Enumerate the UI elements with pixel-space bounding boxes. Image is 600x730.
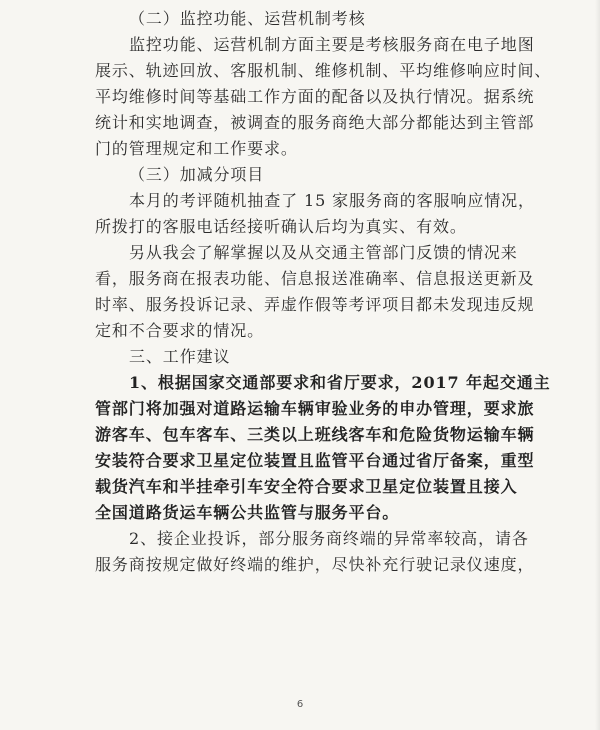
paragraph-line: 载货汽车和半挂牵引车安全符合要求卫星定位装置且接入 — [95, 477, 518, 496]
paragraph-line: 服务商按规定做好终端的维护，尽快补充行驶记录仪速度， — [95, 555, 535, 574]
page-edge-shadow — [595, 0, 600, 730]
paragraph-line: 平均维修时间等基础工作方面的配备以及执行情况。据系统 — [95, 87, 535, 106]
suggestion-1-bold-paragraph — [95, 370, 551, 526]
paragraph-line: 1、根据国家交通部要求和省厅要求，2017 年起交通主 — [129, 373, 551, 392]
paragraph-line: 安装符合要求卫星定位装置且监管平台通过省厅备案，重型 — [95, 451, 535, 470]
paragraph-monitoring-functions — [95, 32, 552, 162]
paragraph-line: 定和不合要求的情况。 — [95, 321, 265, 340]
paragraph-line: 所拨打的客服电话经接听确认后均为真实、有效。 — [95, 217, 467, 236]
section-3-heading: （三）加减分项目 — [129, 165, 265, 184]
paragraph-line: 看，服务商在报表功能、信息报送准确率、信息报送更新及 — [95, 269, 535, 288]
paragraph-line: 另从我会了解掌握以及从交通主管部门反馈的情况来 — [129, 243, 518, 262]
paragraph-line: 本月的考评随机抽查了 15 家服务商的客服响应情况， — [129, 191, 535, 210]
paragraph-line: 监控功能、运营机制方面主要是考核服务商在电子地图 — [129, 35, 535, 54]
paragraph-line: 游客车、包车客车、三类以上班线客车和危险货物运输车辆 — [95, 425, 535, 444]
paragraph-random-check — [95, 188, 535, 240]
paragraph-line: 统计和实地调查，被调查的服务商绝大部分都能达到主管部 — [95, 113, 535, 132]
section-2-heading: （二）监控功能、运营机制考核 — [129, 9, 366, 28]
paragraph-line: 全国道路货运车辆公共监管与服务平台。 — [95, 503, 400, 522]
work-suggestions-heading: 三、工作建议 — [129, 347, 231, 366]
paragraph-line: 门的管理规定和工作要求。 — [95, 139, 298, 158]
paragraph-line: 展示、轨迹回放、客服机制、维修机制、平均维修响应时间、 — [95, 61, 552, 80]
suggestion-2-paragraph — [95, 526, 535, 578]
document-body — [95, 6, 552, 578]
paragraph-feedback-review — [95, 240, 535, 344]
paragraph-line: 2、接企业投诉，部分服务商终端的异常率较高，请各 — [129, 529, 529, 548]
paragraph-line: 管部门将加强对道路运输车辆审验业务的申办管理，要求旅 — [95, 399, 535, 418]
page-number: 6 — [296, 699, 304, 710]
paragraph-line: 时率、服务投诉记录、弄虚作假等考评项目都未发现违反规 — [95, 295, 535, 314]
